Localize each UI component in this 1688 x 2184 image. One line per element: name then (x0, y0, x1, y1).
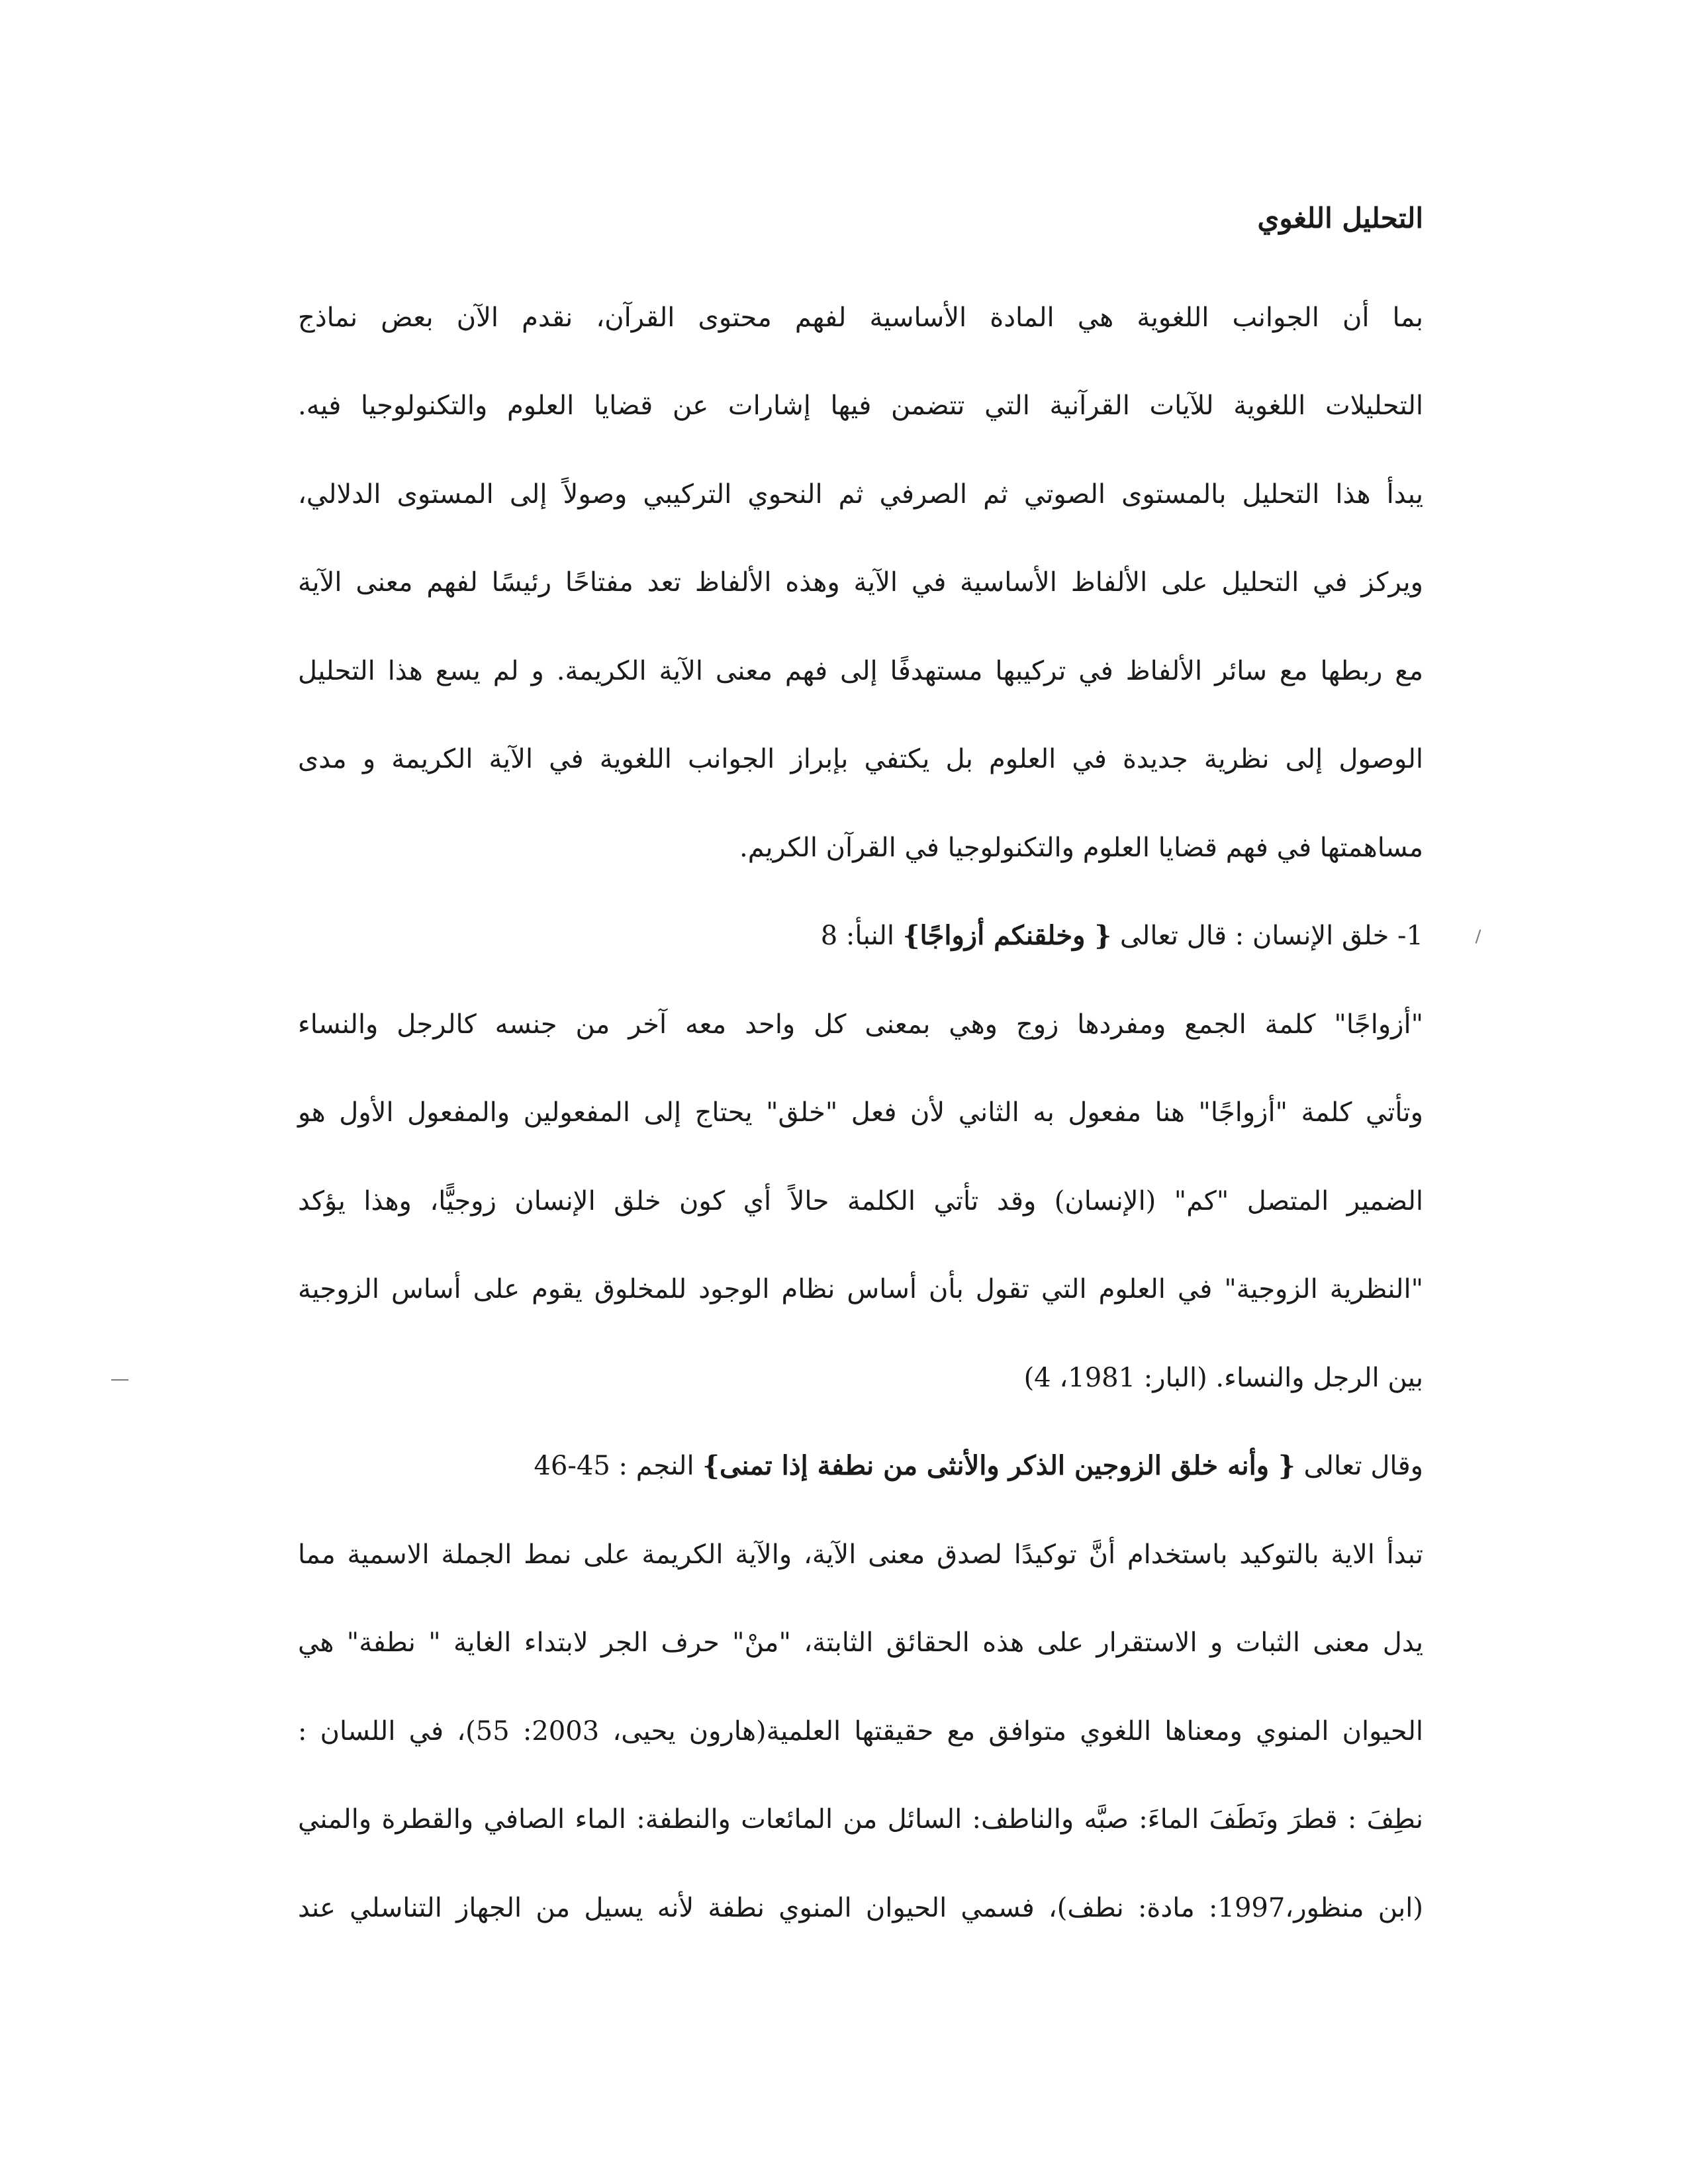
para2-line-5: (ابن منظور،1997: مادة: نطف)، فسمي الحيوان المنوي نطفة لأنه يسيل من الجهاز التناسلي عند (298, 1893, 1423, 1923)
section-heading: التحليل اللغوي (1257, 202, 1423, 234)
intro-line-4: ويركز في التحليل على الألفاظ الأساسية في الآية وهذه الألفاظ تعد مفتاحًا رئيسًا لفهم معنى الآية (298, 567, 1423, 598)
para1-line-3: الضمير المتصل "كم" (الإنسان) وقد تأتي الكلمة حالاً أي كون خلق الإنسان زوجيًّا، وهذا يؤكد (298, 1186, 1423, 1216)
verse-2-reference: النجم : 45-46 (534, 1451, 694, 1481)
para2-line-4: نطِفَ : قطرَ ونَطَفَ الماءَ: صبَّه والناطف: السائل من المائعات والنطفة: الماء الصافي والقطرة والمني (298, 1804, 1423, 1835)
intro-line-3: يبدأ هذا التحليل بالمستوى الصوتي ثم الصرفي ثم النحوي التركيبي وصولاً إلى المستوى الدلالي، (298, 479, 1423, 510)
verse-reference: النبأ: 8 (820, 921, 895, 951)
quran-verse-2: { وأنه خلق الزوجين الذكر والأنثى من نطفة إذا تمنى} (702, 1450, 1295, 1481)
intro-line-6: الوصول إلى نظرية جديدة في العلوم بل يكتفي بإبراز الجوانب اللغوية في الآية الكريمة و مدى (298, 744, 1423, 774)
para2-line-2: يدل معنى الثبات و الاستقرار على هذه الحقائق الثابتة، "منْ" حرف الجر لابتداء الغاية " نطفة" هي (298, 1627, 1423, 1658)
scan-mark-right (1476, 929, 1481, 944)
section-1-title (298, 916, 1423, 956)
section-number: 1- (1397, 921, 1423, 951)
para1-line-1: "أزواجًا" كلمة الجمع ومفردها زوج وهي بمعنى كل واحد معه آخر من جنسه كالرجل والنساء (298, 1009, 1423, 1040)
para1-line-2: وتأتي كلمة "أزواجًا" هنا مفعول به الثاني لأن فعل "خلق" يحتاج إلى المفعولين والمفعول الأول هو (298, 1097, 1423, 1128)
intro-line-1: بما أن الجوانب اللغوية هي المادة الأساسية لفهم محتوى القرآن، نقدم الآن بعض نماذج (298, 302, 1423, 333)
intro-line-2: التحليلات اللغوية للآيات القرآنية التي تتضمن فيها إشارات عن قضايا العلوم والتكنولوجيا فيه. (298, 390, 1423, 421)
intro-line-7: مساهمتها في فهم قضايا العلوم والتكنولوجيا في القرآن الكريم. (739, 833, 1423, 863)
verse-2-prefix: وقال تعالى (1303, 1451, 1423, 1481)
scan-mark-left (111, 1379, 128, 1381)
para1-line-4: "النظرية الزوجية" في العلوم التي تقول بأن أساس نظام الوجود للمخلوق يقوم على أساس الزوجية (298, 1274, 1423, 1304)
para2-line-1: تبدأ الاية بالتوكيد باستخدام أنَّ توكيدًا لصدق معنى الآية، والآية الكريمة على نمط الجملة الاسمية مما (298, 1539, 1423, 1570)
para2-line-3: الحيوان المنوي ومعناها اللغوي متوافق مع حقيقتها العلمية(هارون يحيى، 2003: 55)، في اللسان : (298, 1716, 1423, 1747)
para1-line-5: بين الرجل والنساء. (البار: 1981، 4) (1023, 1363, 1423, 1393)
section-title-prefix: خلق الإنسان : قال تعالى (1119, 921, 1389, 951)
verse-2-line (298, 1446, 1423, 1486)
quran-verse: { وخلقنكم أزواجًا} (902, 920, 1112, 951)
intro-line-5: مع ربطها مع سائر الألفاظ في تركيبها مستهدفًا إلى فهم معنى الآية الكريمة. و لم يسع هذا التحليل (298, 656, 1423, 686)
